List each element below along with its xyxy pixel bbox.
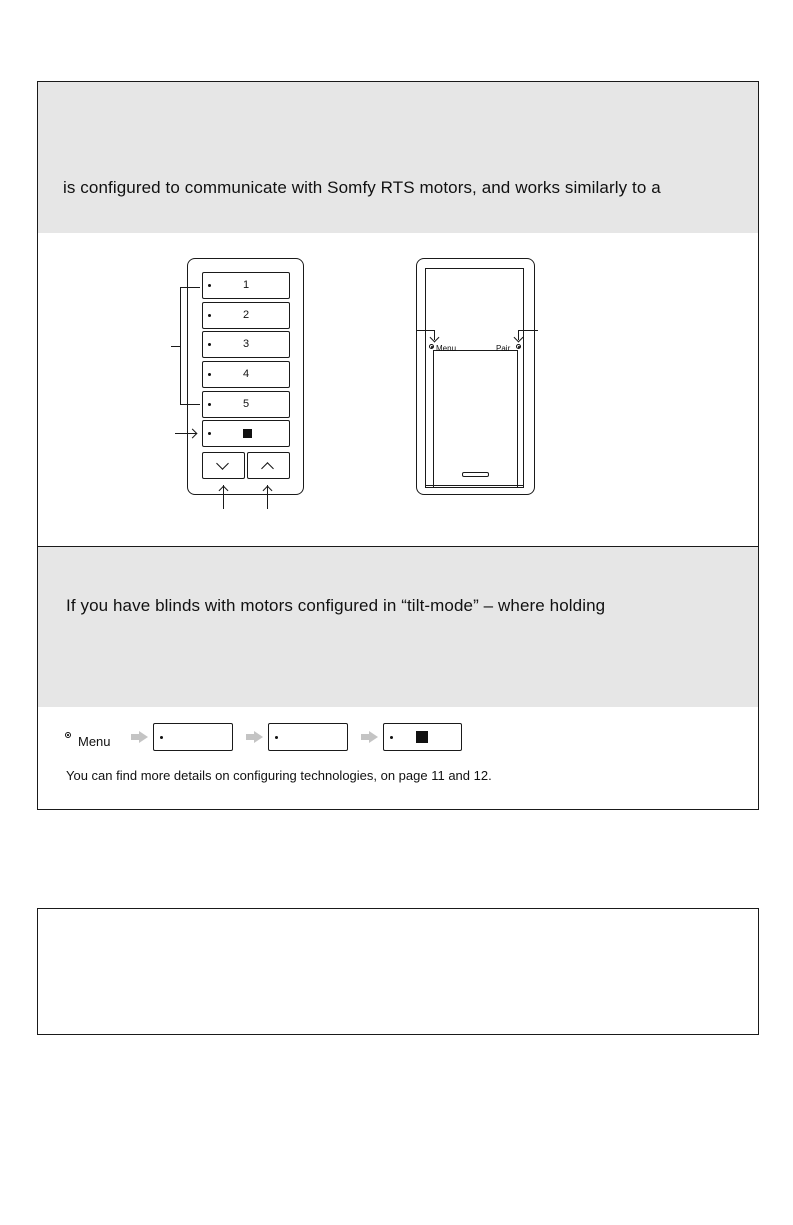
bracket-bottom [180, 404, 200, 405]
battery-compartment [433, 350, 518, 488]
bracket-top [180, 287, 200, 288]
cover-latch [462, 472, 489, 477]
channel-label: 3 [242, 338, 250, 350]
sequence-stop-button [383, 723, 462, 751]
led-dot [275, 736, 278, 739]
pair-label: Pair [496, 344, 511, 353]
channel-button-4 [202, 361, 290, 388]
menu-label: Menu [436, 344, 457, 353]
led-dot [208, 432, 211, 435]
somfy-description: is configured to communicate with Somfy RTS motors, and works similarly to a [63, 178, 661, 197]
sequence-menu-label: Menu [78, 734, 111, 749]
channel-label: 1 [242, 279, 250, 291]
tilt-mode-description: If you have blinds with motors configured in “tilt-mode” – where holding [66, 596, 606, 615]
remote-front-view [187, 258, 304, 495]
next-step-arrow-icon [139, 731, 148, 743]
channel-bracket [180, 287, 181, 404]
channel-label: 5 [242, 398, 250, 410]
channel-button-1 [202, 272, 290, 299]
info-box-somfy [37, 81, 759, 810]
down-button [202, 452, 245, 479]
section-header-somfy [38, 82, 758, 233]
channel-button-5 [202, 391, 290, 418]
cover-edge [425, 485, 524, 486]
bracket-tick [171, 346, 180, 347]
menu-pinhole-icon [65, 732, 71, 738]
chevron-down-icon [216, 457, 229, 470]
next-step-arrow-icon [254, 731, 263, 743]
empty-info-box [37, 908, 759, 1035]
section-header-tilt [38, 546, 758, 707]
sequence-button-2 [268, 723, 348, 751]
pair-pointer-line [518, 330, 538, 331]
stop-square-icon [416, 731, 428, 743]
channel-button-3 [202, 331, 290, 358]
led-dot [160, 736, 163, 739]
sequence-button-1 [153, 723, 233, 751]
channel-label: 2 [242, 309, 250, 321]
menu-pointer-line [416, 330, 434, 331]
menu-pinhole-icon [429, 344, 434, 349]
led-dot [390, 736, 393, 739]
remote-back-view [416, 258, 535, 495]
pair-pinhole-icon [516, 344, 521, 349]
up-button [247, 452, 290, 479]
stop-button [202, 420, 290, 447]
next-step-arrow-icon [369, 731, 378, 743]
configuration-note: You can find more details on configuring technologies, on page 11 and 12. [66, 768, 492, 783]
channel-label: 4 [242, 368, 250, 380]
channel-button-2 [202, 302, 290, 329]
stop-square-icon [243, 429, 252, 438]
chevron-up-icon [261, 462, 274, 475]
